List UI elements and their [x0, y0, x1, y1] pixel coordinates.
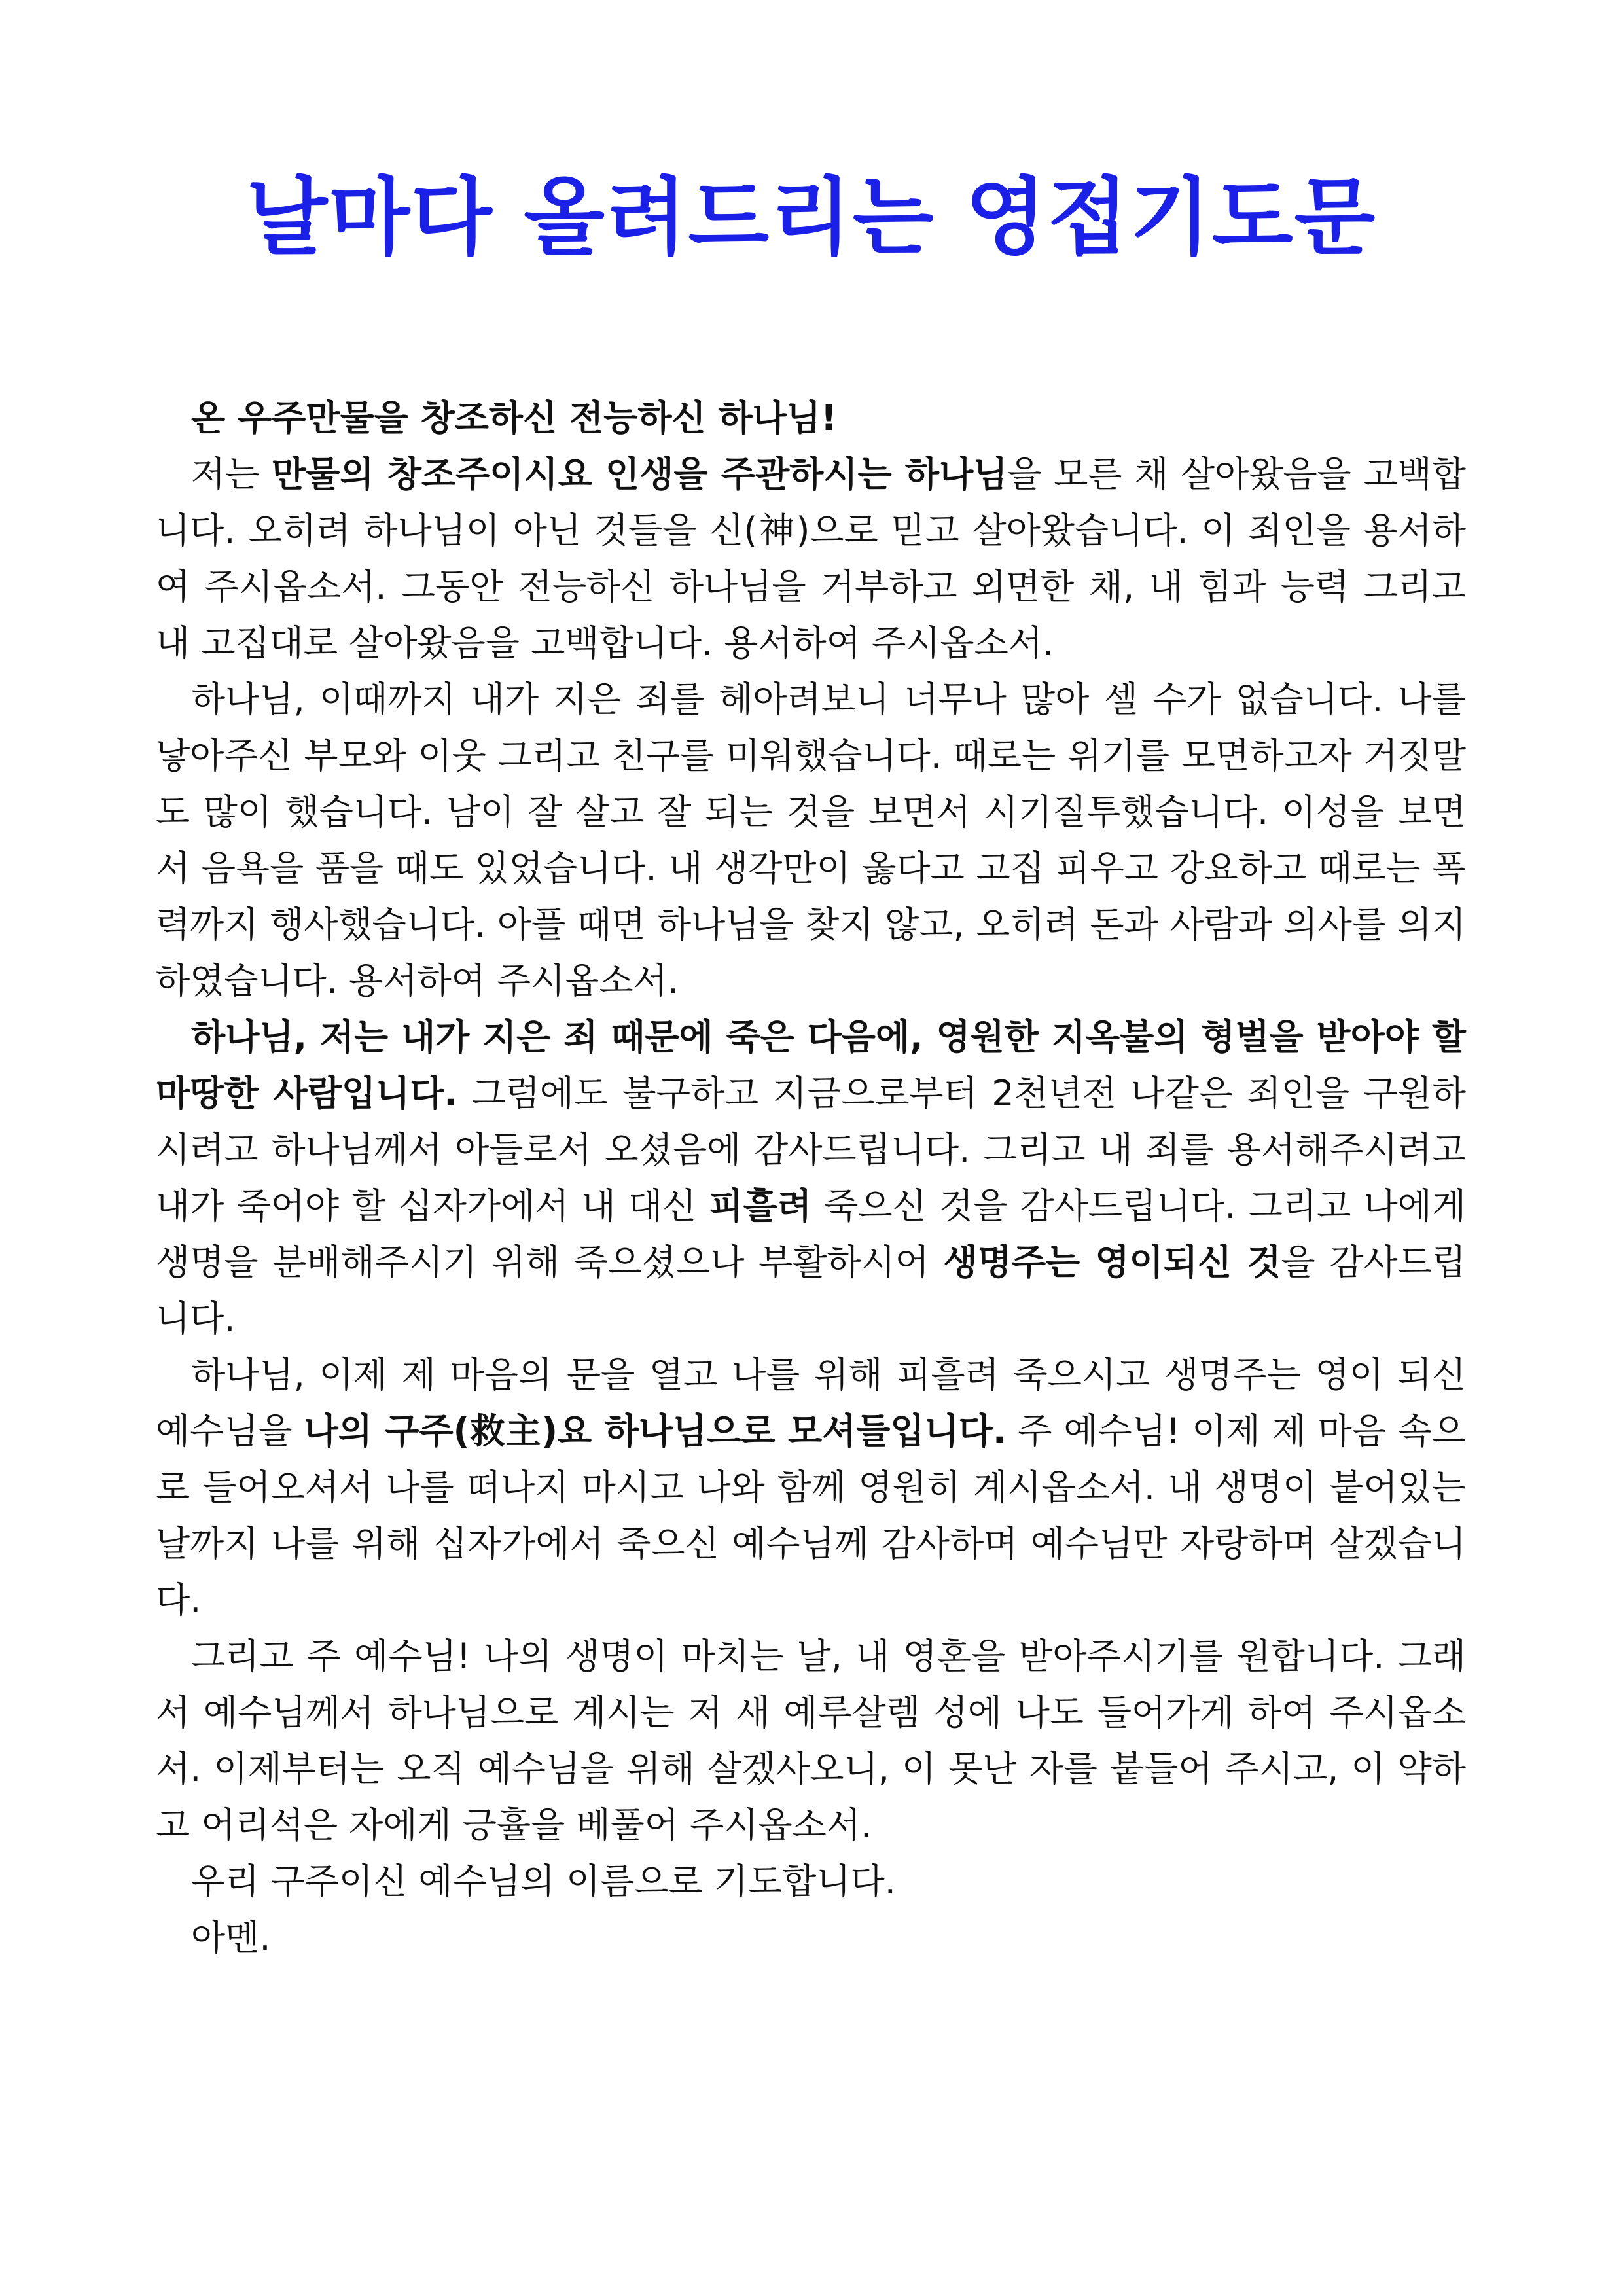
text-run: 그리고 주 예수님! 나의 생명이 마치는 날, 내 영혼을 받아주시기를 원합니다. 그래서 예수님께서 하나님으로 계시는 저 새 예루살렘 성에 나도 들어가게 하여 주시옵소서. 이제부터는 오직 예수님을 위해 살겠사오니, 이 못난 자를 붙들어 주시고, 이 약하고 어리석은 자에게 긍휼을 베풀어 주시옵소서.	[156, 1636, 1466, 1846]
bold-text-run: 만물의 창조주이시요 인생을 주관하시는 하나님	[271, 454, 1008, 495]
paragraph	[156, 1910, 1466, 1966]
text-run: 하나님, 이제 제 마음의 문을 열고 나를 위해 피흘려 죽으시고 생명주는 영이 되신 예수님을	[156, 1354, 1466, 1452]
text-run: 을 모른 채 살아왔음을 고백합니다. 오히려 하나님이 아닌 것들을 신(神)으로 믿고 살아왔습니다. 이 죄인을 용서하여 주시옵소서. 그동안 전능하신 하나님을 거부하고 외면한 채, 내 힘과 능력 그리고 내 고집대로 살아왔음을 고백합니다. 용서하여 주시옵소서.	[156, 454, 1466, 664]
paragraph	[156, 672, 1466, 1009]
paragraph	[156, 1347, 1466, 1628]
page-title: 날마다 올려드리는 영접기도문	[246, 169, 1377, 266]
prayer-body	[156, 390, 1466, 1966]
text-run: 죽으신 것을 감사드립니다. 그리고 나에게 생명을 분배해주시기 위해 죽으셨으나 부활하시어	[156, 1185, 1466, 1283]
paragraph	[156, 390, 1466, 446]
bold-text-run: 하나님, 저는 내가 지은 죄 때문에 죽은 다음에, 영원한 지옥불의 형벌을 받아야 할 마땅한 사람입니다.	[156, 1016, 1466, 1114]
paragraph	[156, 1009, 1466, 1347]
text-run: 아멘.	[191, 1917, 271, 1958]
text-run: 주 예수님! 이제 제 마음 속으로 들어오셔서 나를 떠나지 마시고 나와 함께 영원히 계시옵소서. 내 생명이 붙어있는 날까지 나를 위해 십자가에서 죽으신 예수님께 감사하며 예수님만 자랑하며 살겠습니다.	[156, 1410, 1466, 1621]
paragraph	[156, 446, 1466, 672]
bold-text-run: 피흘려	[709, 1185, 812, 1227]
paragraph	[156, 1628, 1466, 1854]
paragraph	[156, 1854, 1466, 1910]
text-run: 저는	[191, 454, 272, 495]
text-run: 을 감사드립니다.	[156, 1242, 1466, 1339]
text-run: 우리 구주이신 예수님의 이름으로 기도합니다.	[191, 1861, 896, 1902]
bold-text-run: 생명주는 영이되신 것	[943, 1242, 1281, 1283]
text-run: 하나님, 이때까지 내가 지은 죄를 헤아려보니 너무나 많아 셀 수가 없습니다. 나를 낳아주신 부모와 이웃 그리고 친구를 미워했습니다. 때로는 위기를 모면하고자 거짓말도 많이 했습니다. 남이 잘 살고 잘 되는 것을 보면서 시기질투했습니다. 이성을 보면서 음욕을 품을 때도 있었습니다. 내 생각만이 옳다고 고집 피우고 강요하고 때로는 폭력까지 행사했습니다. 아플 때면 하나님을 찾지 않고, 오히려 돈과 사람과 의사를 의지하였습니다. 용서하여 주시옵소서.	[156, 679, 1467, 1001]
text-run: 그럼에도 불구하고 지금으로부터 2천년전 나같은 죄인을 구원하시려고 하나님께서 아들로서 오셨음에 감사드립니다. 그리고 내 죄를 용서해주시려고 내가 죽어야 할 십자가에서 내 대신	[156, 1073, 1466, 1227]
bold-text-run: 나의 구주(救主)요 하나님으로 모셔들입니다.	[304, 1410, 1007, 1452]
bold-text-run: 온 우주만물을 창조하신 전능하신 하나님!	[191, 397, 837, 439]
